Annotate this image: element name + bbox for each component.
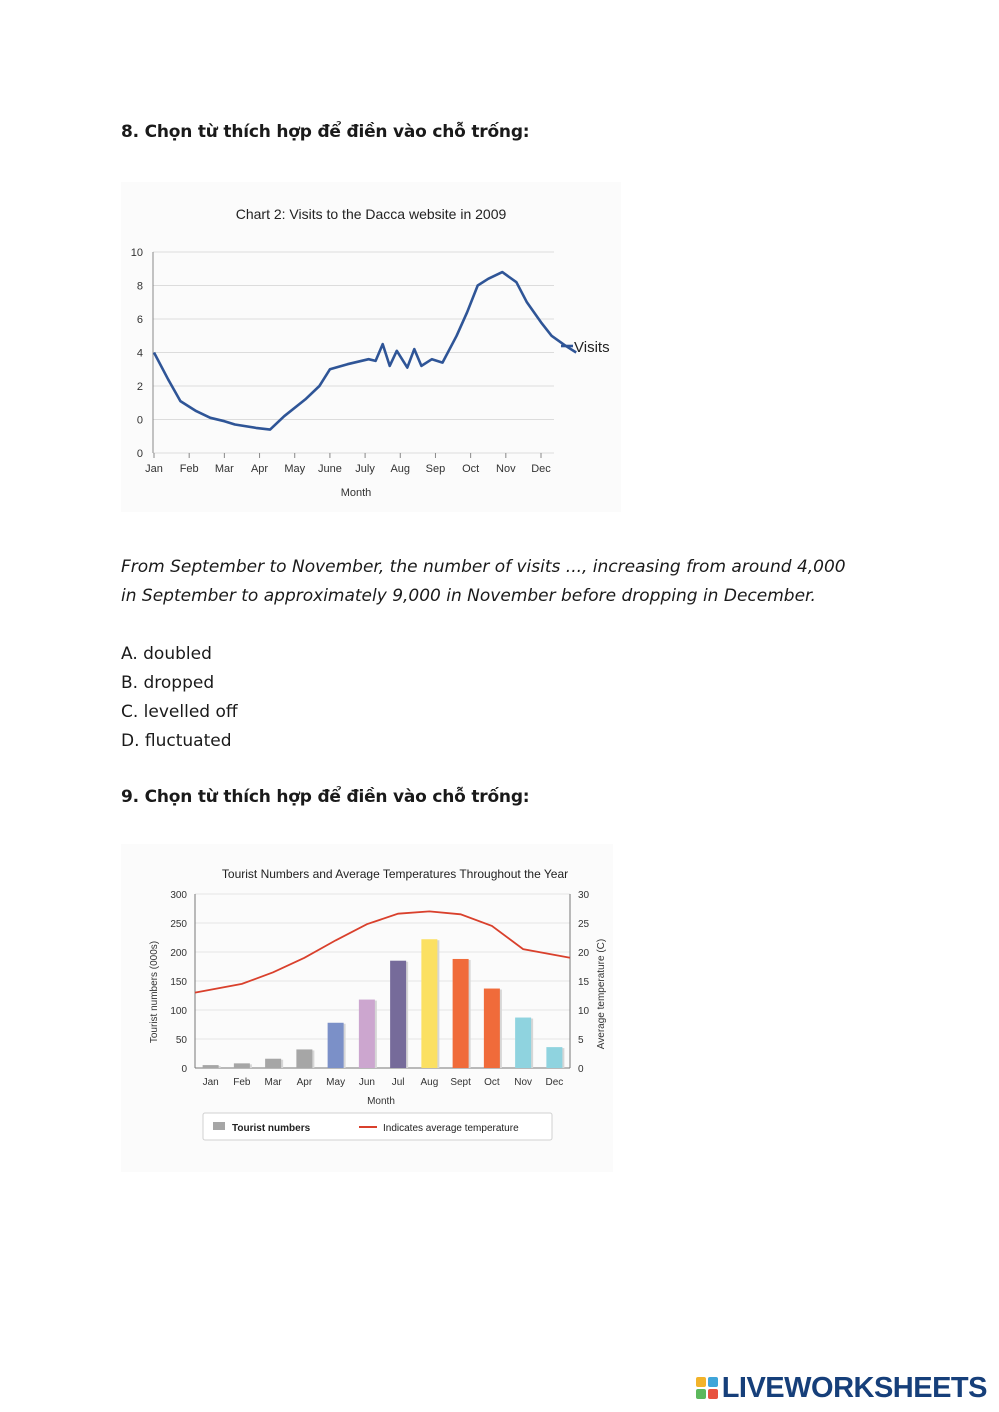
chart-visits-container <box>121 182 621 512</box>
chart1-ytick-label: 0 <box>136 448 143 460</box>
chart1-ytick-label: 10 <box>130 247 143 259</box>
chart2-xtick-label: Oct <box>484 1077 500 1088</box>
chart2-xtick-label: Apr <box>296 1077 313 1088</box>
chart1-xtick-label: Nov <box>496 463 516 475</box>
chart1-xtick-label: June <box>317 463 342 475</box>
chart1-xtick-label: Apr <box>250 463 269 475</box>
chart1-series-visits <box>154 272 576 430</box>
chart2-bar <box>546 1047 562 1068</box>
chart2-xtick-label: May <box>326 1077 346 1088</box>
chart2-ytick-label: 200 <box>170 948 187 959</box>
chart2-title: Tourist Numbers and Average Temperatures Throughout the Year <box>221 867 569 881</box>
chart2-xtick-label: Jan <box>202 1077 219 1088</box>
option-d[interactable]: D. fluctuated <box>121 731 232 751</box>
chart-tourists <box>121 844 613 1172</box>
chart1-ytick-label: 8 <box>136 280 143 293</box>
chart2-y2tick-label: 20 <box>578 948 590 959</box>
chart2-bar <box>515 1018 531 1068</box>
logo-text: LIVEWORKSHEETS <box>721 1371 987 1404</box>
chart-visits <box>121 182 621 512</box>
chart2-ytick-label: 150 <box>170 977 187 988</box>
chart1-ytick-label: 2 <box>136 381 143 393</box>
chart2-ytick-label: 50 <box>175 1035 187 1046</box>
question-9-heading: 9. Chọn từ thích hợp để điền vào chỗ trống: <box>121 787 530 807</box>
chart2-bar <box>296 1049 312 1068</box>
chart1-ytick-label: 0 <box>136 414 143 427</box>
chart2-legend-label-line: Indicates average temperature <box>383 1123 519 1134</box>
chart2-xtick-label: Jul <box>391 1077 405 1088</box>
chart1-xtick-label: July <box>355 463 375 475</box>
chart2-bar <box>421 939 437 1068</box>
chart2-ytick-label: 0 <box>181 1064 187 1075</box>
chart2-legend-swatch-bars <box>213 1122 225 1130</box>
chart2-xtick-label: Aug <box>420 1077 439 1088</box>
chart2-xtick-label: Mar <box>264 1077 282 1088</box>
chart2-ytick-label: 300 <box>170 890 187 901</box>
chart2-y2tick-label: 15 <box>578 977 590 988</box>
chart1-xtick-label: Feb <box>179 463 199 475</box>
chart2-xtick-label: Jun <box>358 1077 375 1088</box>
option-b[interactable]: B. dropped <box>121 673 215 693</box>
chart2-xlabel: Month <box>367 1096 395 1107</box>
chart1-title: Chart 2: Visits to the Dacca website in 2009 <box>235 206 507 222</box>
option-c[interactable]: C. levelled off <box>121 702 238 722</box>
chart2-xtick-label: Nov <box>514 1077 533 1088</box>
chart1-xtick-label: Aug <box>390 463 411 475</box>
question-8-paragraph: From September to November, the number of visits ..., increasing from around 4,000 in September to approximately 9,000 in November before dropping in December. <box>121 557 846 606</box>
chart2-xtick-label: Dec <box>545 1077 564 1088</box>
question-8-heading: 8. Chọn từ thích hợp để điền vào chỗ trống: <box>121 122 530 142</box>
chart2-xtick-label: Sept <box>450 1077 471 1088</box>
chart2-y2tick-label: 10 <box>578 1006 590 1017</box>
chart2-y2tick-label: 30 <box>578 890 590 901</box>
chart2-bar <box>390 961 406 1068</box>
chart2-bar <box>359 1000 375 1068</box>
chart2-bar <box>453 959 469 1068</box>
chart1-ytick-label: 4 <box>136 347 143 360</box>
chart2-y2tick-label: 25 <box>578 919 590 930</box>
chart2-ytick-label: 250 <box>170 919 187 930</box>
chart1-xtick-label: Jan <box>145 463 163 475</box>
chart1-legend-label: Visits <box>574 339 610 356</box>
chart1-xtick-label: May <box>284 463 306 475</box>
chart2-bar <box>203 1065 219 1068</box>
chart1-xtick-label: Sep <box>425 463 446 475</box>
chart1-xtick-label: Oct <box>462 463 480 475</box>
chart2-bar <box>328 1023 344 1068</box>
chart2-ylabel: Tourist numbers (000s) <box>149 940 160 1044</box>
liveworksheets-logo[interactable] <box>696 1373 987 1403</box>
chart2-bar <box>265 1059 281 1068</box>
chart2-y2tick-label: 0 <box>578 1064 584 1075</box>
chart1-xtick-label: Mar <box>214 463 234 475</box>
chart2-bar <box>234 1063 250 1068</box>
chart-tourists-container <box>121 844 613 1172</box>
logo-mark-icon <box>696 1377 718 1399</box>
chart1-xtick-label: Dec <box>531 463 551 475</box>
chart1-ytick-label: 6 <box>136 314 143 326</box>
chart2-bar <box>484 989 500 1068</box>
chart2-legend-label-bars: Tourist numbers <box>232 1123 311 1134</box>
chart2-ytick-label: 100 <box>170 1006 187 1017</box>
chart2-y2tick-label: 5 <box>578 1035 584 1046</box>
chart2-xtick-label: Feb <box>233 1077 251 1088</box>
chart1-xlabel: Month <box>340 487 372 499</box>
option-a[interactable]: A. doubled <box>121 644 212 664</box>
chart2-y2label: Average temperature (C) <box>596 938 607 1050</box>
